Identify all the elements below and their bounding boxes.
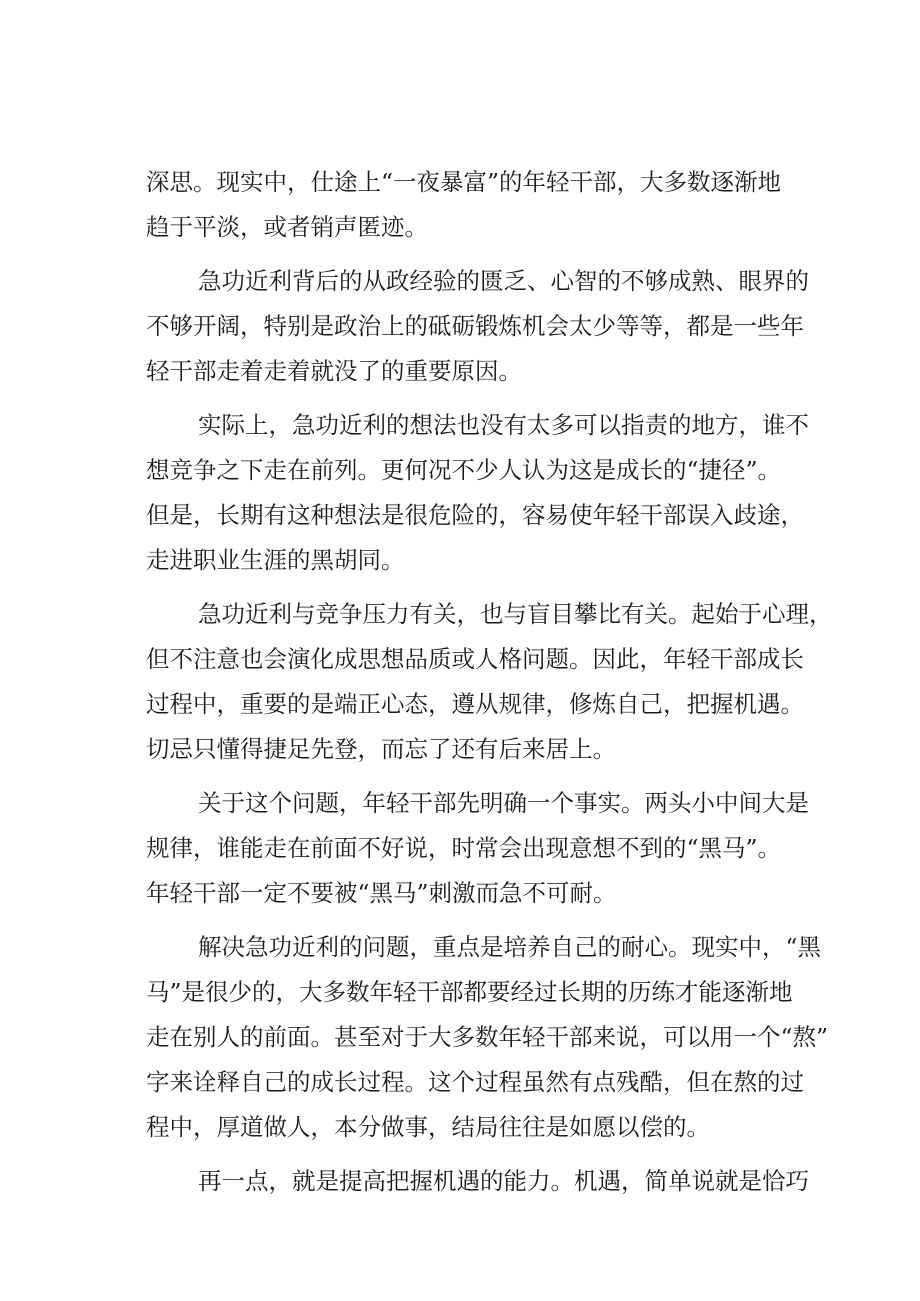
paragraph-4 bbox=[146, 592, 833, 772]
text-line: 急功近利与竞争压力有关，也与盲目攀比有关。起始于心理， bbox=[198, 600, 833, 628]
paragraph-7 bbox=[146, 1159, 809, 1204]
paragraph-3 bbox=[146, 403, 809, 583]
text-line: 不够开阔，特别是政治上的砥砺锻炼机会太少等等，都是一些年 bbox=[146, 312, 804, 340]
text-line: 急功近利背后的从政经验的匮乏、心智的不够成熟、眼界的 bbox=[198, 267, 809, 295]
text-line: 关于这个问题，年轻干部先明确一个事实。两头小中间大是 bbox=[198, 789, 809, 817]
text-line: 切忌只懂得捷足先登，而忘了还有后来居上。 bbox=[146, 735, 616, 763]
text-line: 过程中，重要的是端正心态，遵从规律，修炼自己，把握机遇。 bbox=[146, 690, 804, 718]
text-line: 但是，长期有这种想法是很危险的，容易使年轻干部误入歧途， bbox=[146, 501, 804, 529]
text-line: 但不注意也会演化成思想品质或人格问题。因此，年轻干部成长 bbox=[146, 645, 804, 673]
text-line: 想竞争之下走在前列。更何况不少人认为这是成长的“捷径”。 bbox=[146, 456, 782, 484]
text-line: 趋于平淡，或者销声匿迹。 bbox=[146, 213, 428, 241]
text-line: 实际上，急功近利的想法也没有太多可以指责的地方，谁不 bbox=[198, 411, 809, 439]
paragraph-2 bbox=[146, 259, 809, 394]
text-line: 程中，厚道做人，本分做事，结局往往是如愿以偿的。 bbox=[146, 1113, 710, 1141]
text-line: 轻干部走着走着就没了的重要原因。 bbox=[146, 357, 522, 385]
text-line: 深思。现实中，仕途上“一夜暴富”的年轻干部，大多数逐渐地 bbox=[146, 168, 782, 196]
text-line: 再一点，就是提高把握机遇的能力。机遇，简单说就是恰巧 bbox=[198, 1167, 809, 1195]
text-line: 规律，谁能走在前面不好说，时常会出现意想不到的“黑马”。 bbox=[146, 834, 782, 862]
text-line: 年轻干部一定不要被“黑马”刺激而急不可耐。 bbox=[146, 879, 617, 907]
text-line: 走进职业生涯的黑胡同。 bbox=[146, 546, 405, 574]
paragraph-6 bbox=[146, 925, 829, 1150]
text-line: 字来诠释自己的成长过程。这个过程虽然有点残酷，但在熬的过 bbox=[146, 1068, 804, 1096]
paragraph-1 bbox=[146, 160, 806, 250]
text-line: 走在别人的前面。甚至对于大多数年轻干部来说，可以用一个“熬” bbox=[146, 1023, 829, 1051]
body-text bbox=[146, 160, 833, 1204]
text-line: 解决急功近利的问题，重点是培养自己的耐心。现实中，“黑 bbox=[198, 933, 822, 961]
paragraph-5 bbox=[146, 781, 809, 916]
text-line: 马”是很少的，大多数年轻干部都要经过长期的历练才能逐渐地 bbox=[146, 978, 793, 1006]
